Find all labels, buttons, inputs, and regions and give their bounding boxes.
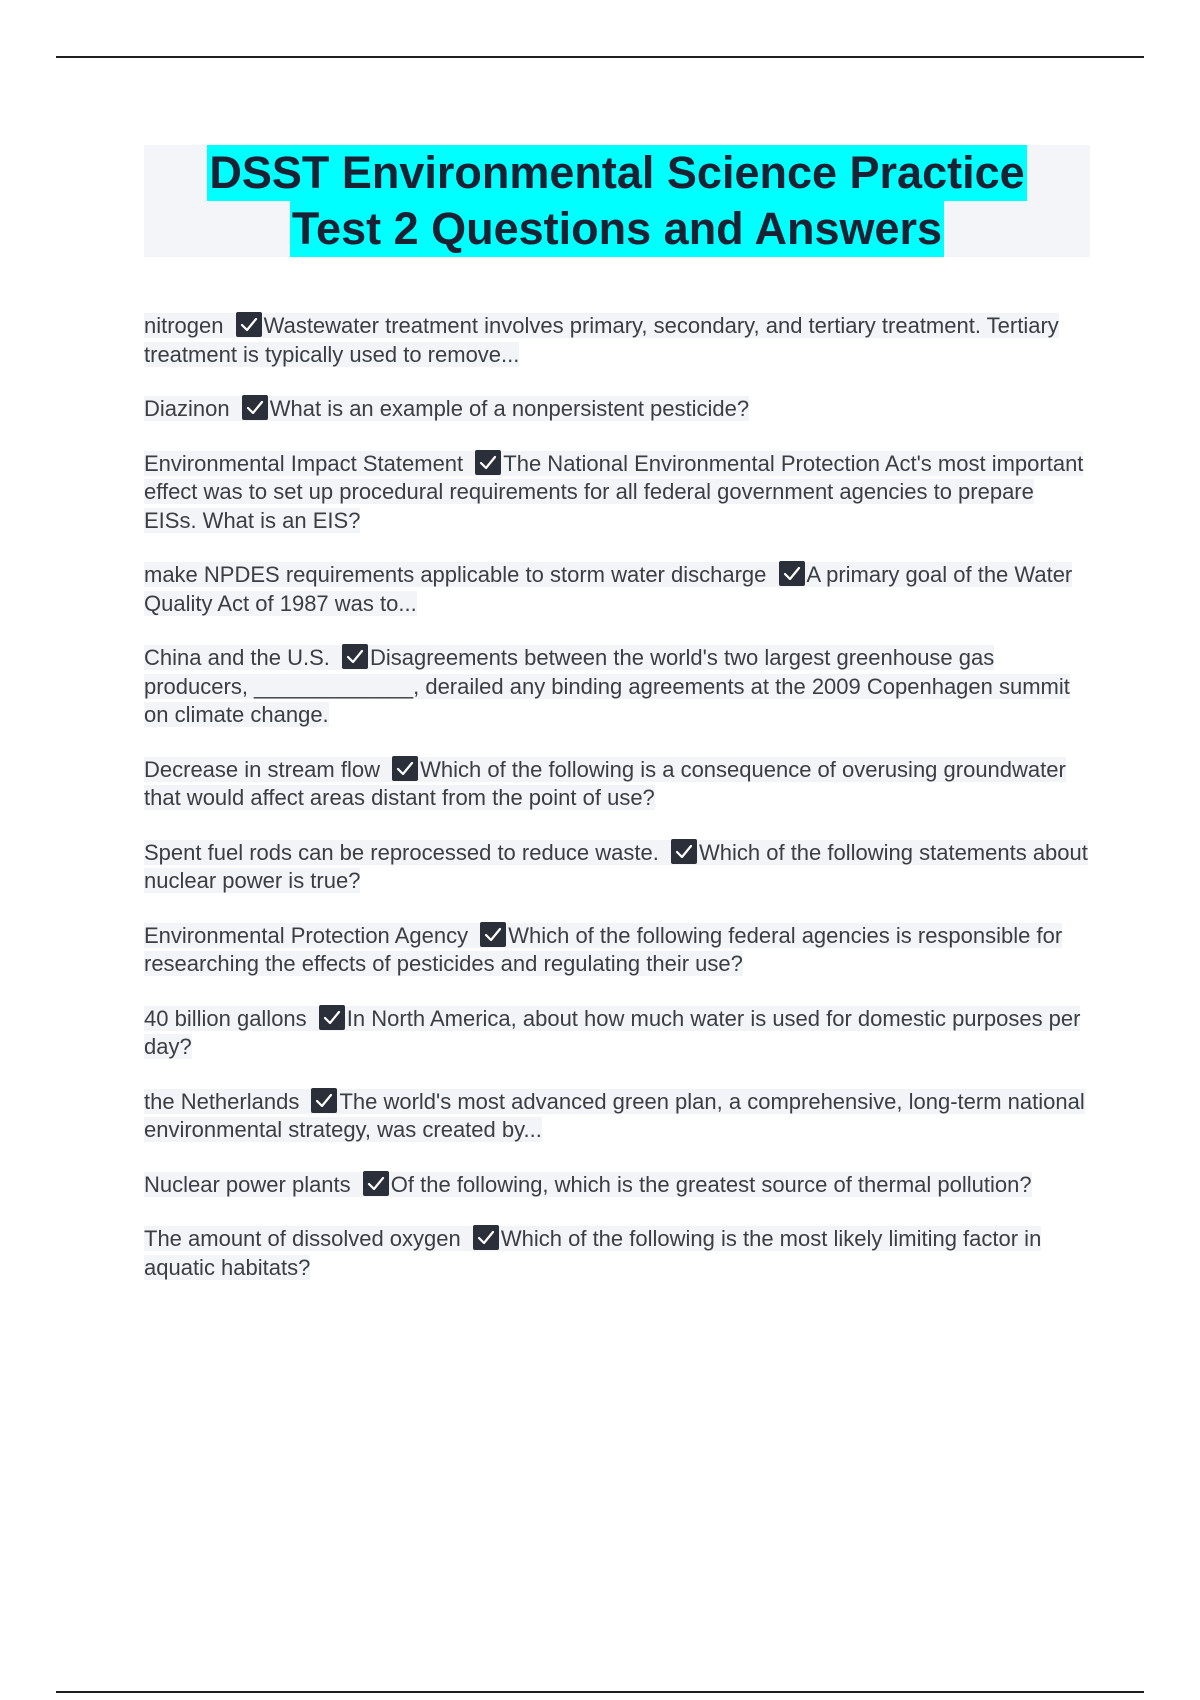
question-text: The National Environmental Protection Act's most important effect was to set up procedural requirements for all federal government agencies to prepare EISs. What is an EIS? [144, 450, 1084, 533]
question-text: Disagreements between the world's two largest greenhouse gas producers, _____________, derailed any binding agreements at the 2009 Copenhagen summit on climate change. [144, 645, 1070, 727]
check-mark-icon [319, 1005, 345, 1030]
check-mark-icon [363, 1171, 389, 1196]
document-title-line-1: DSST Environmental Science Practice [207, 145, 1026, 201]
answer-text: The amount of dissolved oxygen [144, 1226, 461, 1251]
top-rule [56, 56, 1144, 58]
question-text: Which of the following statements about nuclear power is true? [144, 839, 1088, 893]
qa-item [144, 922, 1090, 979]
qa-item [144, 756, 1090, 813]
question-text: Which of the following is the most likely limiting factor in aquatic habitats? [144, 1226, 1042, 1280]
question-text: What is an example of a nonpersistent pesticide? [269, 396, 750, 421]
answer-text: 40 billion gallons [144, 1005, 307, 1031]
qa-item [144, 450, 1090, 536]
title-block [144, 145, 1090, 257]
check-mark-icon [392, 756, 418, 781]
answer-text: Environmental Protection Agency [144, 922, 469, 948]
qa-item [144, 312, 1090, 369]
question-text: Which of the following federal agencies is responsible for researching the effects of pesticides and regulating their use? [144, 922, 1063, 976]
question-text: Of the following, which is the greatest source of thermal pollution? [390, 1171, 1032, 1197]
qa-item [144, 395, 1090, 424]
question-text: The world's most advanced green plan, a comprehensive, long-term national environmental strategy, was created by... [144, 1088, 1085, 1142]
qa-list [144, 312, 1090, 1308]
qa-item [144, 1225, 1090, 1282]
question-text: A primary goal of the Water Quality Act of 1987 was to... [144, 562, 1073, 616]
answer-text: the Netherlands [144, 1088, 300, 1114]
check-mark-icon [480, 922, 506, 947]
check-mark-icon [475, 450, 501, 475]
document-title-line-2: Test 2 Questions and Answers [290, 201, 944, 257]
qa-item [144, 561, 1090, 618]
check-mark-icon [236, 312, 262, 337]
answer-text: Spent fuel rods can be reprocessed to reduce waste. [144, 839, 659, 865]
check-mark-icon [671, 839, 697, 864]
question-text: Which of the following is a consequence of overusing groundwater that would affect areas distant from the point of use? [144, 756, 1066, 810]
qa-item [144, 1171, 1090, 1200]
answer-text: Decrease in stream flow [144, 756, 380, 782]
qa-item [144, 839, 1090, 896]
qa-item [144, 1005, 1090, 1062]
qa-item [144, 1088, 1090, 1145]
answer-text: China and the U.S. [144, 645, 330, 670]
check-mark-icon [242, 395, 268, 420]
question-text: Wastewater treatment involves primary, secondary, and tertiary treatment. Tertiary treatment is typically used to remove... [144, 313, 1059, 367]
question-text: In North America, about how much water is used for domestic purposes per day? [144, 1005, 1081, 1059]
bottom-rule [56, 1691, 1144, 1693]
check-mark-icon [473, 1225, 499, 1250]
answer-text: make NPDES requirements applicable to storm water discharge [144, 562, 767, 587]
check-mark-icon [342, 644, 368, 669]
qa-item [144, 644, 1090, 730]
check-mark-icon [779, 561, 805, 586]
answer-text: Environmental Impact Statement [144, 450, 464, 476]
check-mark-icon [311, 1088, 337, 1113]
answer-text: nitrogen [144, 313, 224, 338]
answer-text: Diazinon [144, 396, 230, 421]
answer-text: Nuclear power plants [144, 1171, 351, 1197]
